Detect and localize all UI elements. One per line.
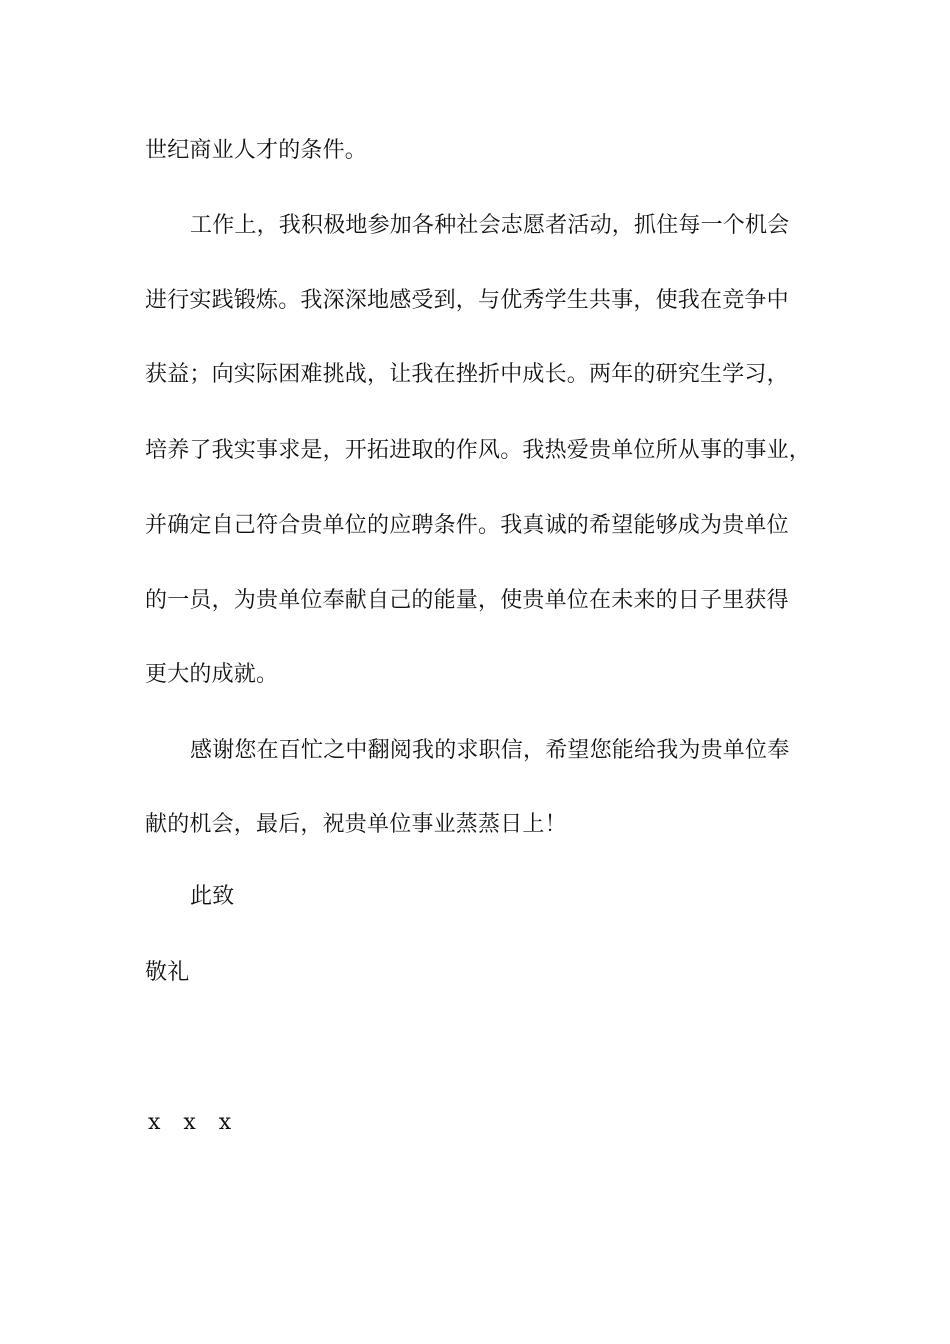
paragraph-line: 的一员，为贵单位奉献自己的能量，使贵单位在未来的日子里获得 [145, 588, 789, 613]
paragraph-line: 献的机会，最后，祝贵单位事业蒸蒸日上！ [145, 812, 567, 837]
paragraph-line: 培养了我实事求是，开拓进取的作风。我热爱贵单位所从事的事业， [145, 438, 812, 463]
closing-text: 此致 [190, 884, 235, 909]
paragraph-line: 更大的成就。 [145, 662, 279, 687]
signature: x x x [148, 1110, 240, 1135]
paragraph-line: 进行实践锻炼。我深深地感受到，与优秀学生共事，使我在竞争中 [145, 288, 789, 313]
salutation-text: 敬礼 [145, 960, 190, 985]
paragraph-line: 并确定自己符合贵单位的应聘条件。我真诚的希望能够成为贵单位 [145, 513, 789, 538]
paragraph-line: 工作上，我积极地参加各种社会志愿者活动，抓住每一个机会 [190, 213, 790, 238]
paragraph-line: 感谢您在百忙之中翻阅我的求职信，希望您能给我为贵单位奉 [190, 738, 790, 763]
paragraph-line: 获益；向实际困难挑战，让我在挫折中成长。两年的研究生学习， [145, 362, 789, 387]
paragraph-line: 世纪商业人才的条件。 [145, 138, 368, 163]
